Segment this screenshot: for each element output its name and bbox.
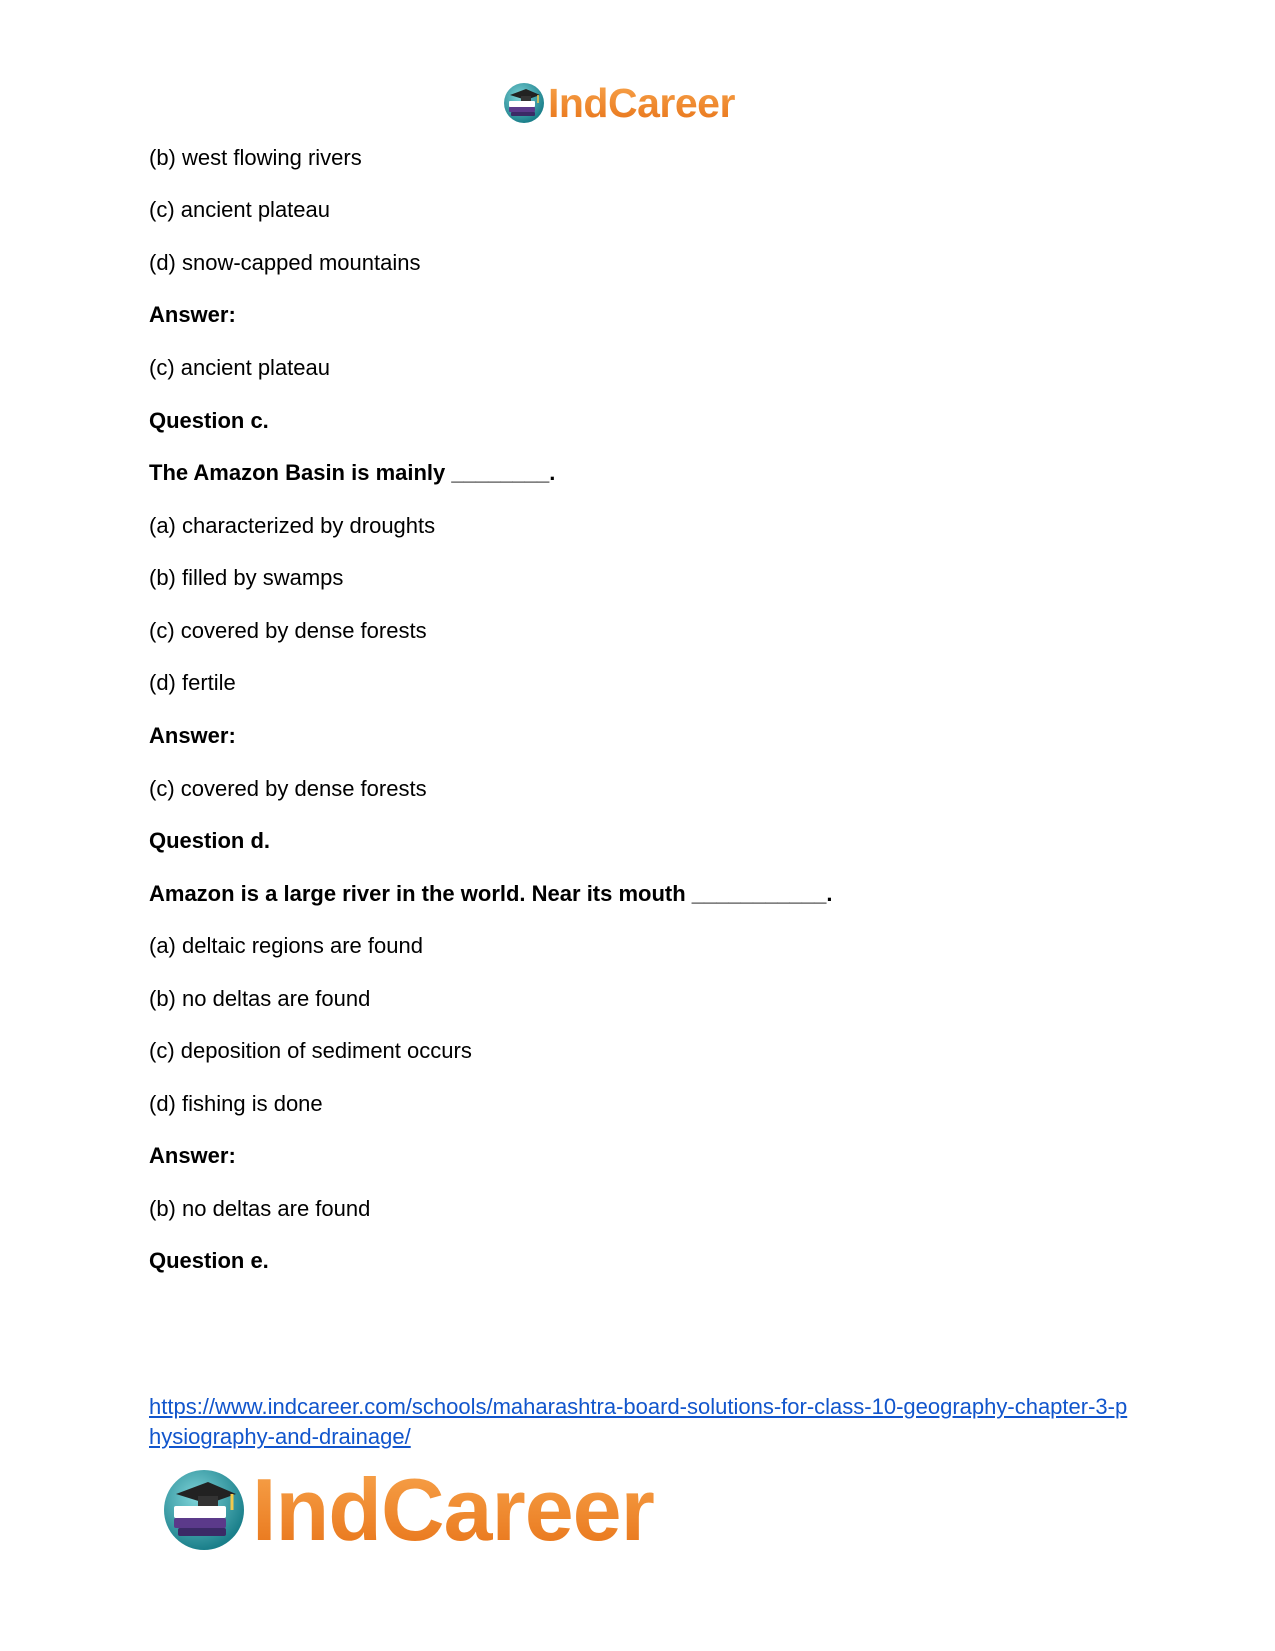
option-text: (c) deposition of sediment occurs — [149, 1038, 472, 1063]
option-text: (d) fertile — [149, 670, 236, 695]
answer-label: Answer: — [149, 302, 236, 327]
option-text: (d) fishing is done — [149, 1091, 323, 1116]
source-link[interactable]: https://www.indcareer.com/schools/maharashtra-board-solutions-for-class-10-geography-chapter-3-physiography-and-drainage/ — [149, 1394, 1128, 1449]
book-globe-icon — [160, 1466, 248, 1554]
answer-label: Answer: — [149, 1143, 236, 1168]
option-text: (c) covered by dense forests — [149, 618, 427, 643]
logo-wordmark: IndCareer — [252, 1460, 654, 1559]
answer-text: (b) no deltas are found — [149, 1196, 371, 1221]
option-text: (b) no deltas are found — [149, 986, 371, 1011]
option-text: (b) west flowing rivers — [149, 145, 362, 170]
answer-text: (c) covered by dense forests — [149, 776, 427, 801]
question-heading: Question c. — [149, 408, 269, 433]
option-text: (d) snow-capped mountains — [149, 250, 421, 275]
option-text: (c) ancient plateau — [149, 197, 330, 222]
answer-label: Answer: — [149, 723, 236, 748]
question-text: Amazon is a large river in the world. Near its mouth ___________. — [149, 881, 833, 906]
question-text: The Amazon Basin is mainly ________. — [149, 460, 556, 485]
answer-text: (c) ancient plateau — [149, 355, 330, 380]
question-heading: Question e. — [149, 1248, 269, 1273]
footer-logo — [160, 1462, 654, 1558]
option-text: (a) characterized by droughts — [149, 513, 436, 538]
logo-wordmark: IndCareer — [548, 79, 735, 126]
book-globe-icon — [502, 81, 546, 125]
option-text: (b) filled by swamps — [149, 565, 344, 590]
header-logo — [502, 80, 735, 126]
option-text: (a) deltaic regions are found — [149, 933, 423, 958]
question-heading: Question d. — [149, 828, 270, 853]
